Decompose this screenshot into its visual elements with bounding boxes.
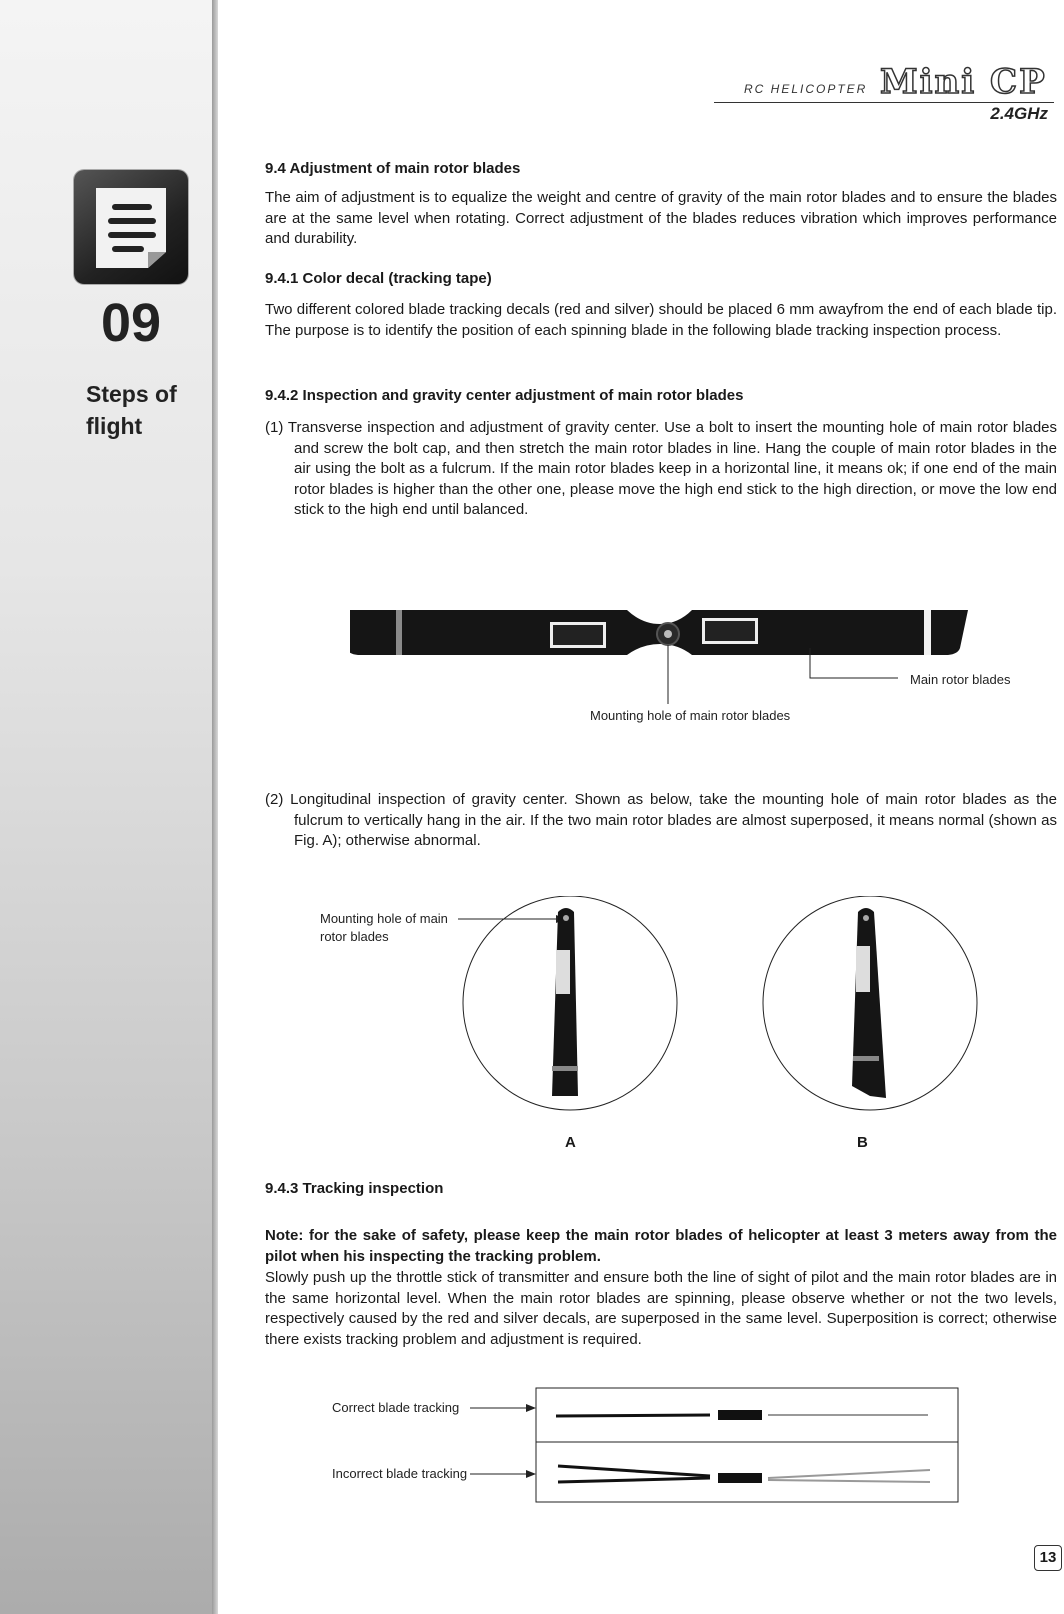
paragraph-9-4-1: Two different colored blade tracking decals (red and silver) should be placed 6 mm awayfrom the end of each blade tip. The purpose is to identify the position of each spinning blade in the following blade tracking inspection process.: [265, 301, 1057, 339]
figure-blade-tracking: [470, 1386, 960, 1506]
heading-9-4-3: 9.4.3 Tracking inspection: [265, 1180, 444, 1197]
label-correct-tracking: Correct blade tracking: [332, 1400, 460, 1415]
chapter-number: 09: [100, 293, 162, 353]
heading-9-4-1: 9.4.1 Color decal (tracking tape): [265, 270, 492, 287]
header-band: 2.4GHz: [990, 104, 1048, 123]
paragraph-9-4-3: Slowly push up the throttle stick of transmitter and ensure both the line of sight of pilot and the main rotor blades are in the same horizontal level. When the main rotor blades are spinning, please observe whether or not the two levels, respectively caused by the red and silver decals, are superposed in the same level. Superposition is correct; otherwise there exists tracking problem and adjustment is required.: [265, 1269, 1057, 1348]
label-incorrect-tracking: Incorrect blade tracking: [332, 1466, 468, 1481]
header-series: RC HELICOPTER: [744, 82, 868, 96]
label-main-rotor-blades: Main rotor blades: [910, 672, 1011, 687]
page-number: 13: [1034, 1545, 1062, 1571]
label-fig-a: A: [565, 1134, 576, 1151]
safety-note: Note: for the sake of safety, please keep the main rotor blades of helicopter at least 3 meters away from the pilot when his inspecting the tracking problem.: [265, 1227, 1057, 1265]
sidebar-edge: [212, 0, 218, 1614]
header-model: Mini CP: [880, 62, 1047, 102]
label-fig-b: B: [857, 1134, 868, 1151]
header-rule: [714, 102, 1054, 103]
chapter-title: Steps of flight: [86, 381, 177, 439]
label-mounting-hole: Mounting hole of main rotor blades: [590, 708, 791, 723]
paragraph-item-2: (2) Longitudinal inspection of gravity center. Shown as below, take the mounting hole of main rotor blades as the fulcrum to vertically hang in the air. If the two main rotor blades are almost superposed, it means normal (shown as Fig. A); otherwise abnormal.: [265, 791, 1057, 849]
header-brand: [714, 62, 1054, 122]
label-mounting-hole-2: Mounting hole of main rotor blades: [320, 911, 448, 944]
document-icon: [74, 170, 188, 284]
figure-horizontal-blades: [350, 600, 970, 710]
paragraph-item-1: (1) Transverse inspection and adjustment of gravity center. Use a bolt to insert the mounting hole of main rotor blades and screw the bolt cap, and then stretch the main rotor blades in line. Hang the couple of main rotor blades in the air using the bolt as a fulcrum. If the main rotor blades keep in a horizontal line, it means ok; if one end of the main rotor blades is higher than the other one, please move the high end stick to the high direction, or move the low end stick to the high end until balanced.: [265, 419, 1057, 518]
heading-9-4: 9.4 Adjustment of main rotor blades: [265, 160, 521, 177]
paragraph-9-4: The aim of adjustment is to equalize the weight and centre of gravity of the main rotor blades and to ensure the blades are at the same level when rotating. Correct adjustment of the blades reduces vibration which improves performance and durability.: [265, 189, 1057, 247]
heading-9-4-2: 9.4.2 Inspection and gravity center adjustment of main rotor blades: [265, 387, 744, 404]
